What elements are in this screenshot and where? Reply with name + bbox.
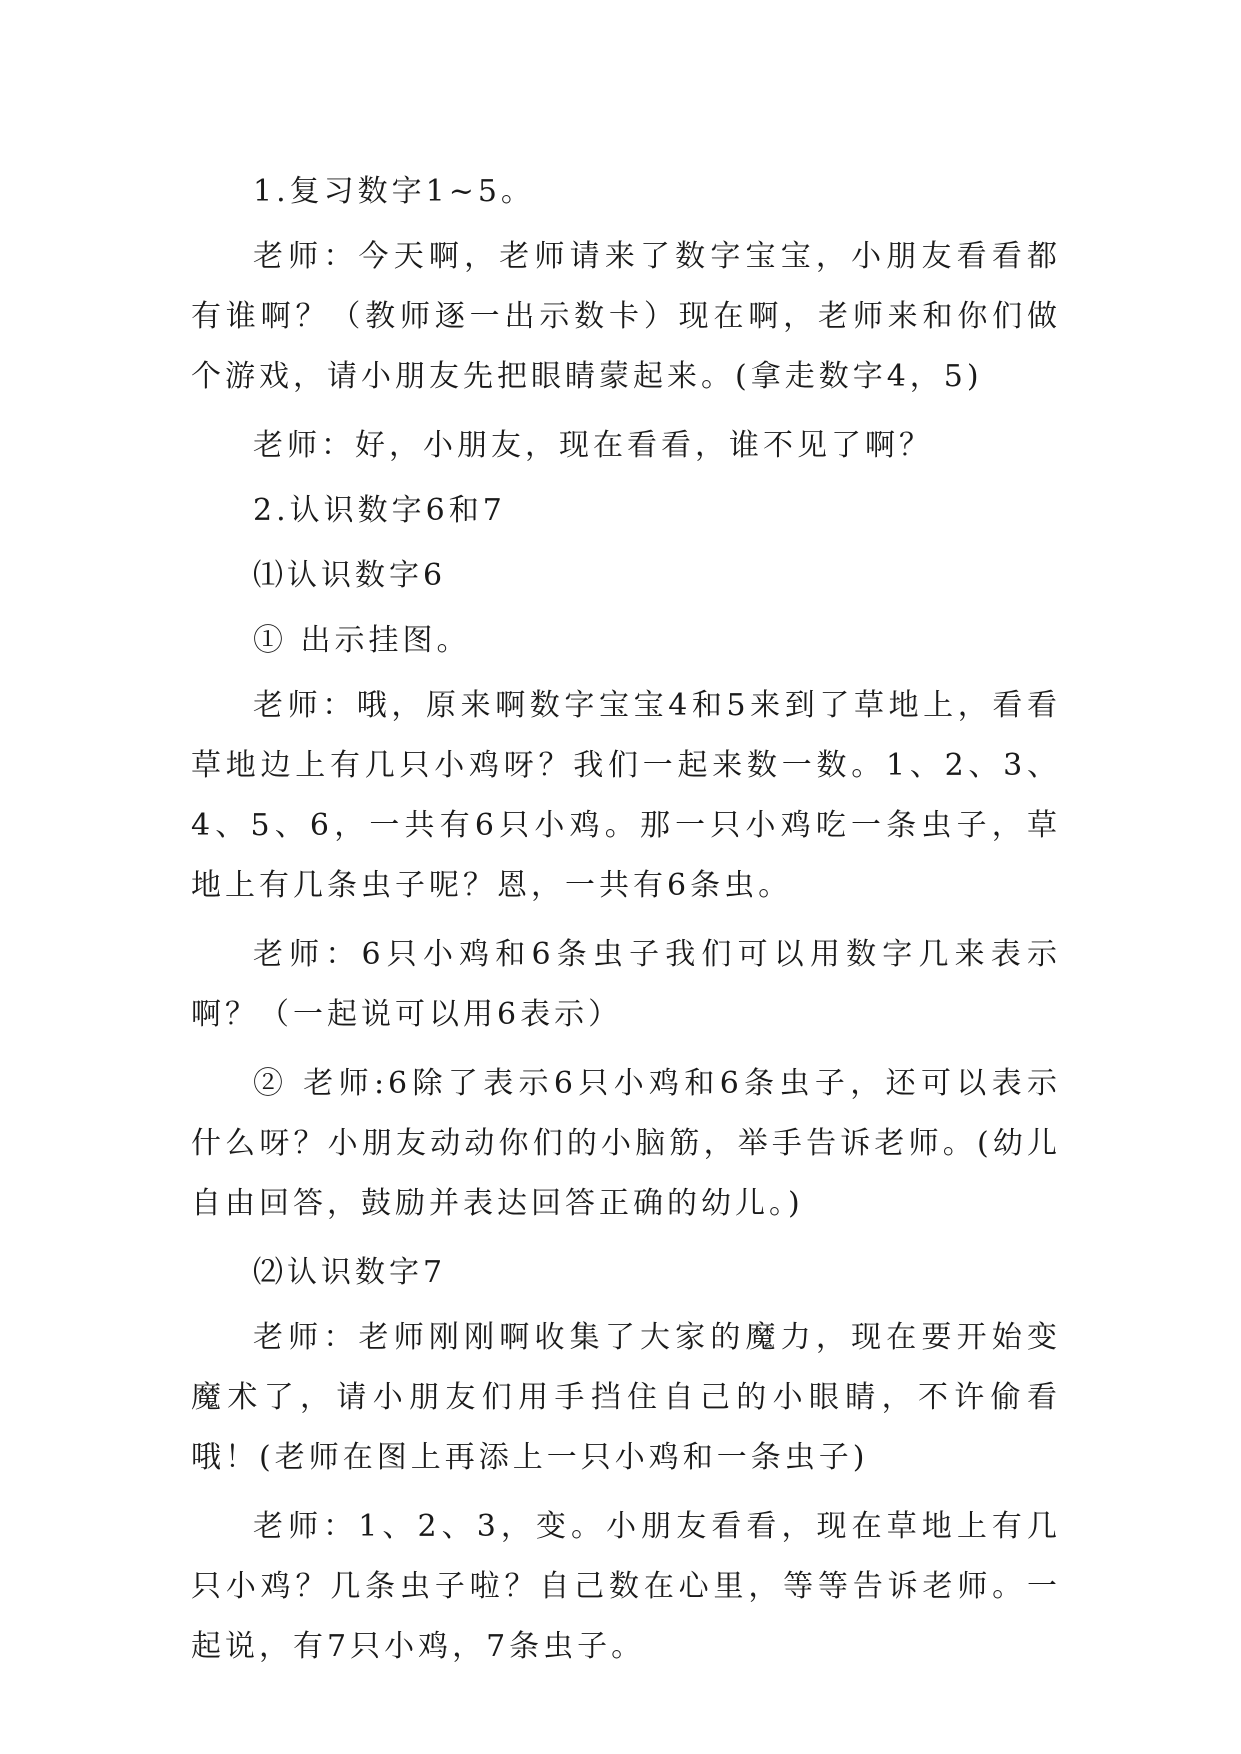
paragraph-subheading-six: ⑴认识数字6 — [253, 558, 447, 593]
paragraph-count-seven: 老师：1、2、3，变。小朋友看看，现在草地上有几只小鸡？几条虫子啦？自己数在心里，等等告诉老师。一起说，有7只小鸡，7条虫子。 — [191, 1509, 1061, 1664]
paragraph-section-heading: 2.认识数字6和7 — [253, 493, 506, 528]
paragraph-review-heading: 1.复习数字1~5。 — [253, 174, 535, 209]
document-page — [191, 162, 1061, 1686]
paragraph-six-meaning: ② 老师:6除了表示6只小鸡和6条虫子，还可以表示什么呀？小朋友动动你们的小脑筋，举手告诉老师。(幼儿自由回答，鼓励并表达回答正确的幼儿。) — [191, 1066, 1061, 1221]
paragraph-teacher-question: 老师：好，小朋友，现在看看，谁不见了啊？ — [253, 428, 933, 463]
paragraph-show-picture: ① 出示挂图。 — [253, 623, 471, 658]
paragraph-subheading-seven: ⑵认识数字7 — [253, 1255, 447, 1290]
paragraph-magic-trick: 老师：老师刚刚啊收集了大家的魔力，现在要开始变魔术了，请小朋友们用手挡住自己的小眼睛，不许偷看哦！(老师在图上再添上一只小鸡和一条虫子) — [191, 1320, 1061, 1475]
paragraph-count-chicks: 老师：哦，原来啊数字宝宝4和5来到了草地上，看看草地边上有几只小鸡呀？我们一起来数一数。1、2、3、4、5、6，一共有6只小鸡。那一只小鸡吃一条虫子，草地上有几条虫子呢？恩，一共有6条虫。 — [191, 688, 1061, 903]
paragraph-teacher-intro: 老师：今天啊，老师请来了数字宝宝，小朋友看看都有谁啊？（教师逐一出示数卡）现在啊，老师来和你们做个游戏，请小朋友先把眼睛蒙起来。(拿走数字4，5) — [191, 239, 1061, 394]
paragraph-represent-six: 老师：6只小鸡和6条虫子我们可以用数字几来表示啊？（一起说可以用6表示） — [191, 937, 1061, 1032]
